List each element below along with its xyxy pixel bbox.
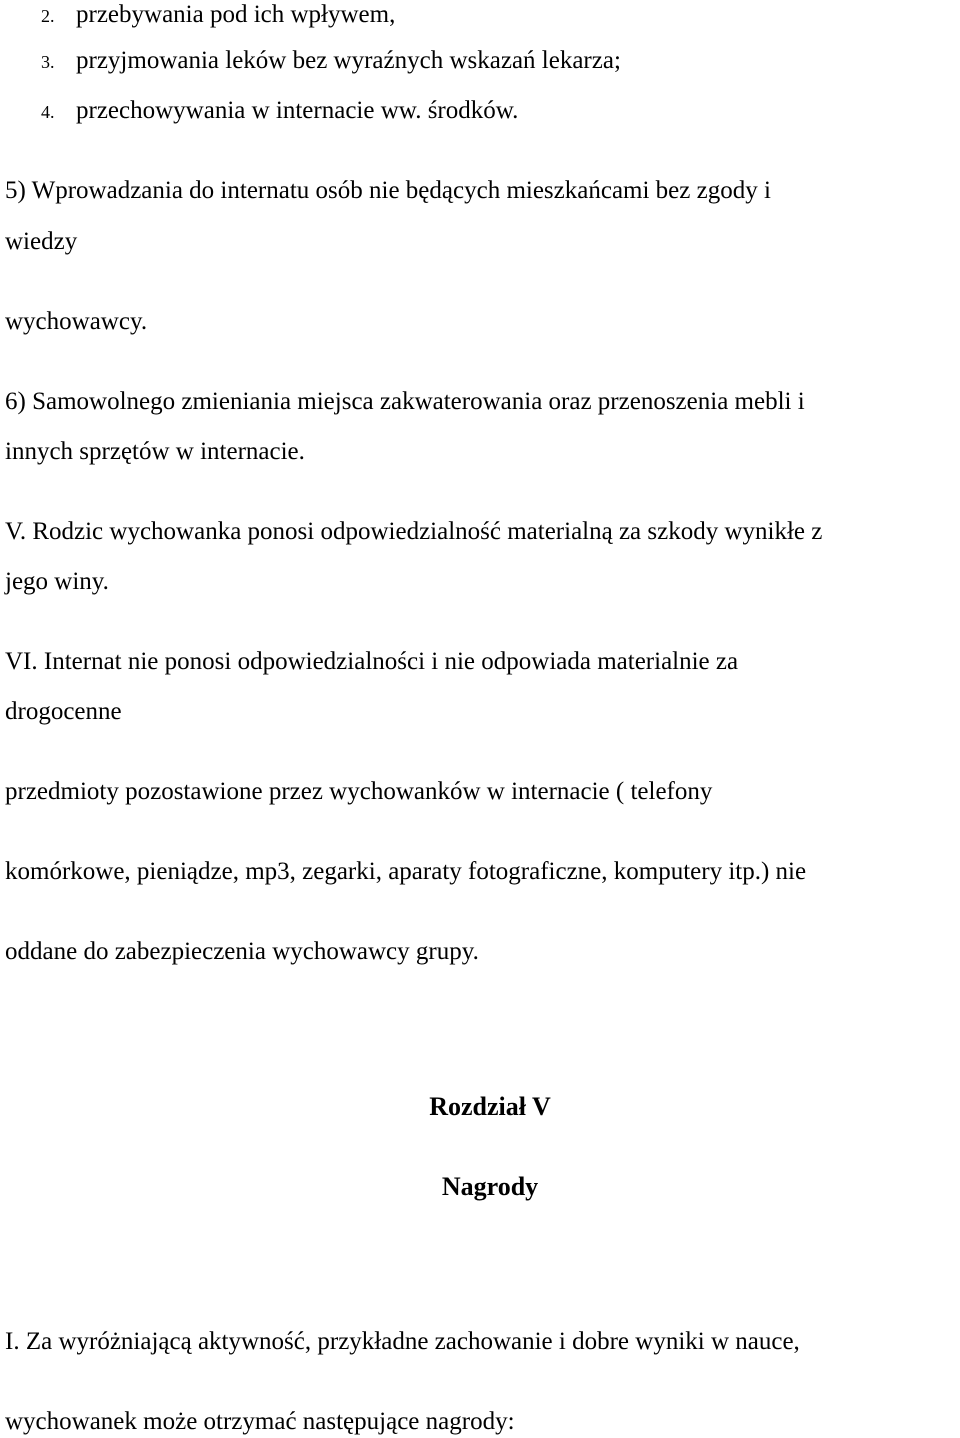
list-item <box>6 96 518 127</box>
paragraph-line: drogocenne <box>5 698 122 725</box>
chapter-subtitle: Nagrody <box>441 1172 539 1201</box>
list-text: przyjmowania leków bez wyraźnych wskazań lekarza; <box>76 47 621 74</box>
list-text: przebywania pod ich wpływem, <box>76 1 396 28</box>
list-number: 3. <box>41 52 55 72</box>
paragraph-line: innych sprzętów w internacie. <box>5 438 305 465</box>
list-number: 2. <box>41 6 55 26</box>
paragraph-line: V. Rodzic wychowanka ponosi odpowiedzialność materialną za szkody wynikłe z <box>5 518 823 545</box>
paragraph-line: 6) Samowolnego zmieniania miejsca zakwaterowania oraz przenoszenia mebli i <box>5 388 805 415</box>
paragraph-line: I. Za wyróżniającą aktywność, przykładne zachowanie i dobre wyniki w nauce, <box>5 1328 800 1355</box>
list-text: przechowywania w internacie ww. środków. <box>76 97 519 124</box>
paragraph-line: wychowawcy. <box>5 308 148 335</box>
paragraph-line: oddane do zabezpieczenia wychowawcy grupy. <box>5 938 479 965</box>
paragraph-line: wiedzy <box>5 228 78 255</box>
list-item <box>6 0 395 31</box>
list-number: 4. <box>41 102 55 122</box>
list-item <box>6 46 621 77</box>
paragraph-line: VI. Internat nie ponosi odpowiedzialności i nie odpowiada materialnie za <box>5 648 739 675</box>
chapter-title: Rozdział V <box>429 1092 551 1121</box>
paragraph-line: jego winy. <box>5 568 109 595</box>
paragraph-line: komórkowe, pieniądze, mp3, zegarki, aparaty fotograficzne, komputery itp.) nie <box>5 858 807 885</box>
paragraph-line: przedmioty pozostawione przez wychowanków w internacie ( telefony <box>5 778 713 805</box>
paragraph-line: 5) Wprowadzania do internatu osób nie będących mieszkańcami bez zgody i <box>5 177 771 204</box>
paragraph-line: wychowanek może otrzymać następujące nagrody: <box>5 1408 515 1435</box>
